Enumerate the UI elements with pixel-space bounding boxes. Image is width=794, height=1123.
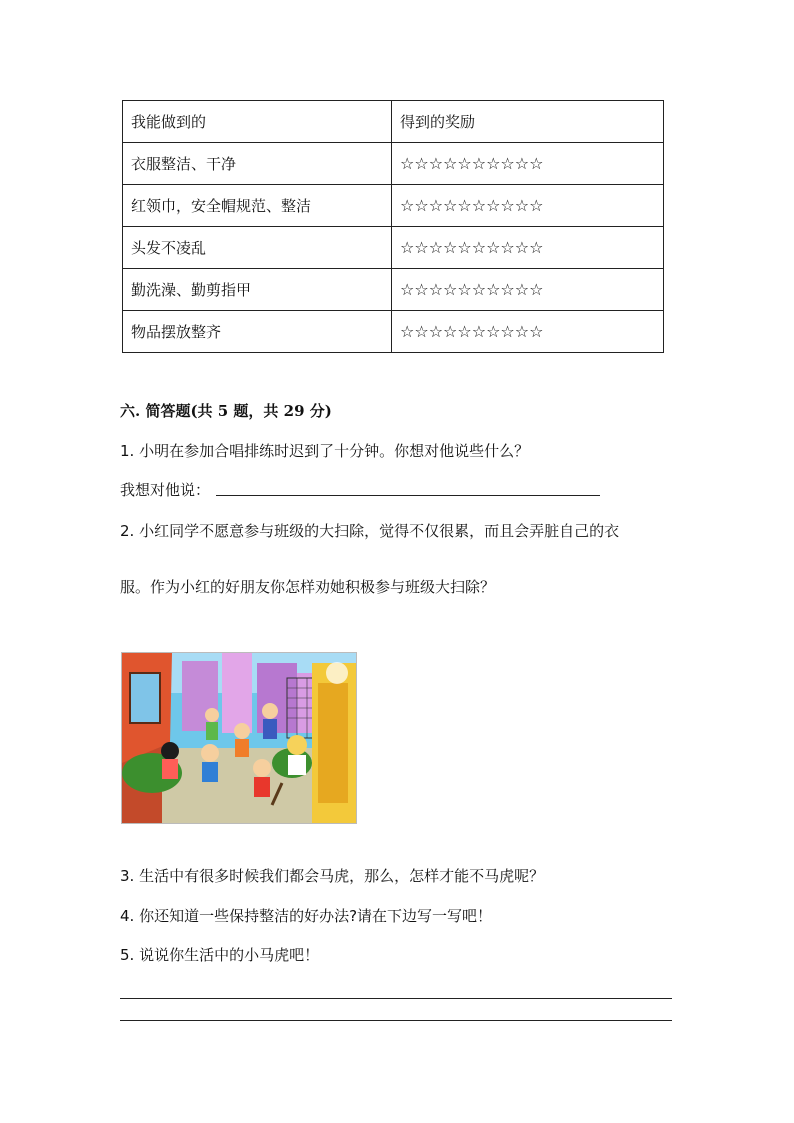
table-cell-stars: ☆☆☆☆☆☆☆☆☆☆ <box>392 185 664 227</box>
table-cell-stars: ☆☆☆☆☆☆☆☆☆☆ <box>392 311 664 353</box>
question-3: 3. 生活中有很多时候我们都会马虎，那么，怎样才能不马虎呢？ <box>120 867 545 885</box>
table-row <box>123 227 664 269</box>
section-title: 六. 简答题(共 5 题，共 29 分) <box>120 402 332 420</box>
writing-line[interactable] <box>120 1020 672 1021</box>
cartoon-illustration <box>121 652 357 824</box>
question-2-line-1: 2. 小红同学不愿意参与班级的大扫除，觉得不仅很累，而且会弄脏自己的衣 <box>120 522 620 540</box>
table-header-cell: 得到的奖励 <box>392 101 664 143</box>
answer-prompt: 我想对他说： <box>120 481 211 499</box>
question-1: 1. 小明在参加合唱排练时迟到了十分钟。你想对他说些什么？ <box>120 442 530 460</box>
table-row <box>123 311 664 353</box>
table-cell-stars: ☆☆☆☆☆☆☆☆☆☆ <box>392 269 664 311</box>
table-cell-item: 红领巾，安全帽规范、整洁 <box>123 185 392 227</box>
table-cell-stars: ☆☆☆☆☆☆☆☆☆☆ <box>392 143 664 185</box>
table-cell-item: 勤洗澡、勤剪指甲 <box>123 269 392 311</box>
table-cell-stars: ☆☆☆☆☆☆☆☆☆☆ <box>392 227 664 269</box>
answer-line[interactable] <box>216 495 600 496</box>
table-row <box>123 185 664 227</box>
writing-line[interactable] <box>120 998 672 999</box>
table-header-cell: 我能做到的 <box>123 101 392 143</box>
reward-table <box>122 100 664 353</box>
table-cell-item: 头发不凌乱 <box>123 227 392 269</box>
table-row <box>123 269 664 311</box>
table-cell-item: 衣服整洁、干净 <box>123 143 392 185</box>
question-2-line-2: 服。作为小红的好朋友你怎样劝她积极参与班级大扫除？ <box>120 578 496 596</box>
table-row <box>123 143 664 185</box>
table-cell-item: 物品摆放整齐 <box>123 311 392 353</box>
question-4: 4. 你还知道一些保持整洁的好办法?请在下边写一写吧！ <box>120 907 493 925</box>
table-header-row <box>123 101 664 143</box>
question-5: 5. 说说你生活中的小马虎吧！ <box>120 946 320 964</box>
